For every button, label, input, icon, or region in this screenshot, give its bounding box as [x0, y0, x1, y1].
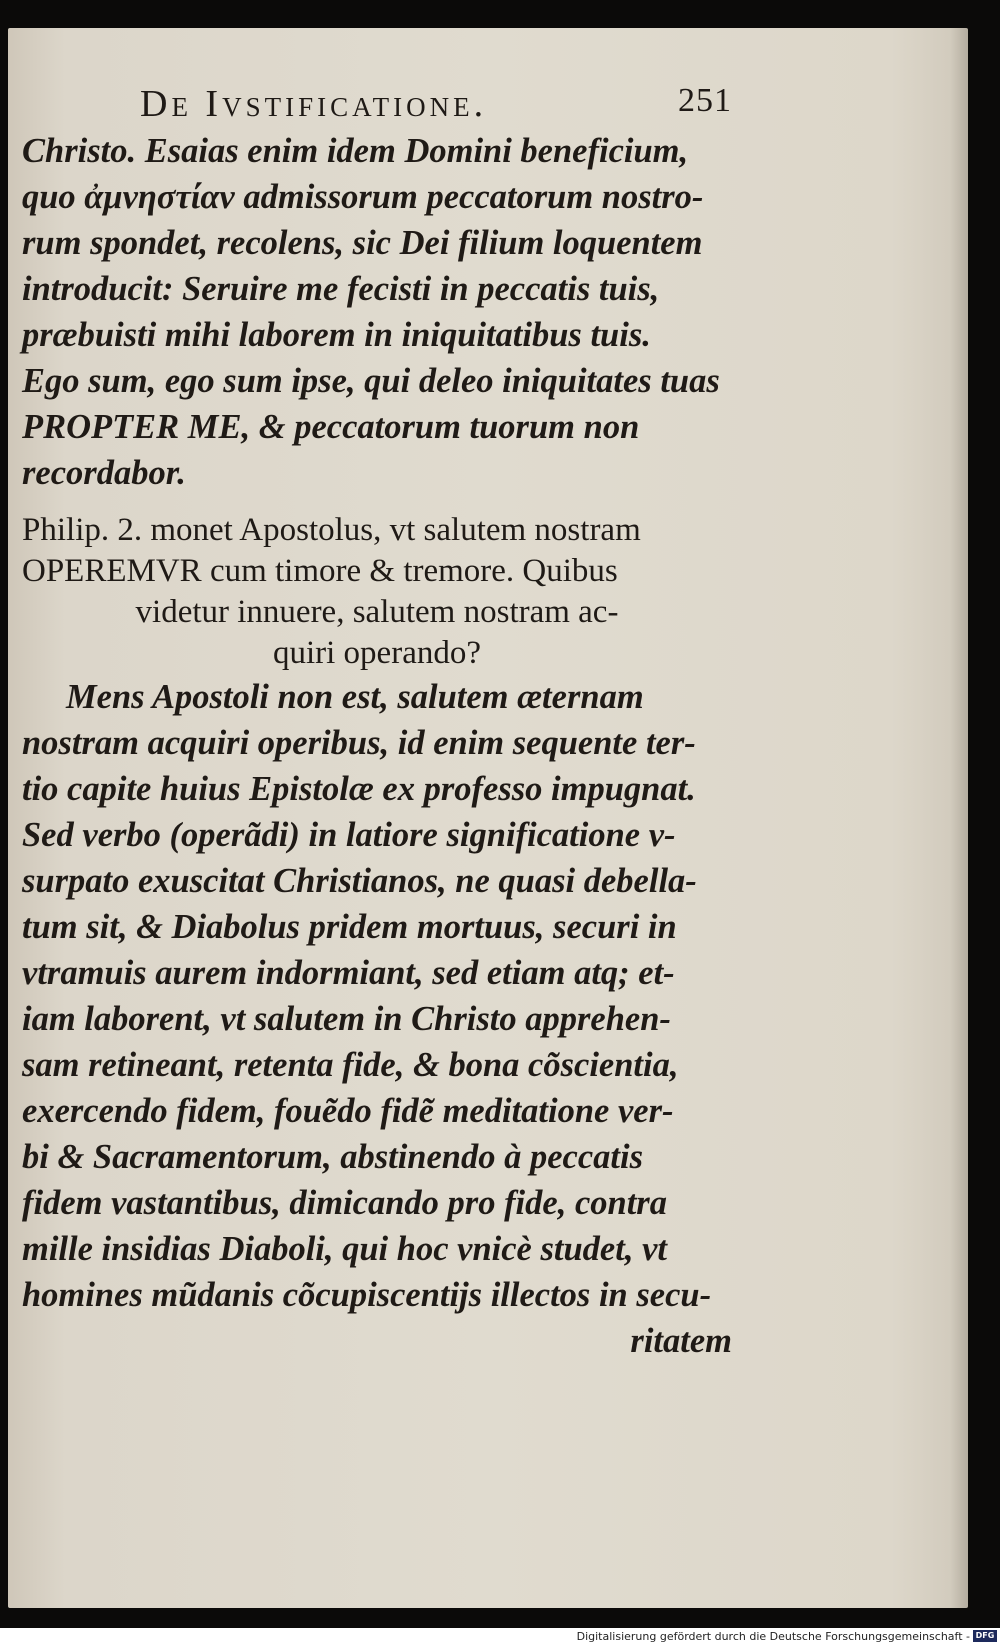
text-line: PROPTER ME, & peccatorum tuorum non — [22, 408, 640, 446]
answer-line: Mens Apostoli non est, salutem æternam — [66, 678, 644, 716]
answer-line: sam retineant, retenta fide, & bona cõscientia, — [22, 1046, 679, 1084]
answer-line: Sed verbo (operãdi) in latiore significatione v- — [22, 816, 676, 854]
text-line: recordabor. — [22, 454, 186, 492]
answer-line: nostram acquiri operibus, id enim sequente ter- — [22, 724, 696, 762]
answer-line: exercendo fidem, fouẽdo fidẽ meditatione ver- — [22, 1092, 674, 1130]
running-title: De Ivstificatione. — [140, 83, 488, 125]
text-line: quo ἀμνηστίαν admissorum peccatorum nostro- — [22, 178, 704, 216]
answer — [22, 674, 732, 1364]
text-line: Christo. Esaias enim idem Domini beneficium, — [22, 132, 689, 170]
question-line: Philip. 2. monet Apostolus, vt salutem nostram — [22, 512, 641, 548]
text-line: Ego sum, ego sum ipse, qui deleo iniquitates tuas — [22, 362, 720, 400]
answer-line: surpato exuscitat Christianos, ne quasi debella- — [22, 862, 697, 900]
dfg-logo: DFG — [973, 1630, 997, 1642]
paragraph-1 — [22, 128, 732, 496]
dfg-credit: Digitalisierung gefördert durch die Deutsche Forschungsgemeinschaft - — [576, 1630, 970, 1643]
answer-line: mille insidias Diaboli, qui hoc vnicè studet, vt — [22, 1230, 667, 1268]
answer-line: bi & Sacramentorum, abstinendo à peccatis — [22, 1138, 644, 1176]
question-line: videtur innuere, salutem nostram ac- — [135, 594, 619, 630]
answer-line: vtramuis aurem indormiant, sed etiam atq; et- — [22, 954, 675, 992]
question — [22, 510, 732, 674]
answer-line: fidem vastantibus, dimicando pro fide, contra — [22, 1184, 667, 1222]
answer-line: homines mũdanis cõcupiscentijs illectos in secu- — [22, 1276, 712, 1314]
question-line: OPEREMVR cum timore & tremore. Quibus — [22, 553, 618, 589]
answer-line: tio capite huius Epistolæ ex professo impugnat. — [22, 770, 696, 808]
text-line: præbuisti mihi laborem in iniquitatibus tuis. — [22, 316, 651, 354]
running-head — [22, 76, 732, 128]
page-number: 251 — [678, 82, 732, 119]
answer-line: tum sit, & Diabolus pridem mortuus, securi in — [22, 908, 677, 946]
question-line: quiri operando? — [272, 635, 481, 671]
text-line: rum spondet, recolens, sic Dei filium loquentem — [22, 224, 703, 262]
page-text — [22, 76, 732, 1364]
text-line: introducit: Seruire me fecisti in peccatis tuis, — [22, 270, 660, 308]
catchword: ritatem — [630, 1322, 732, 1360]
answer-line: iam laborent, vt salutem in Christo apprehen- — [22, 1000, 671, 1038]
